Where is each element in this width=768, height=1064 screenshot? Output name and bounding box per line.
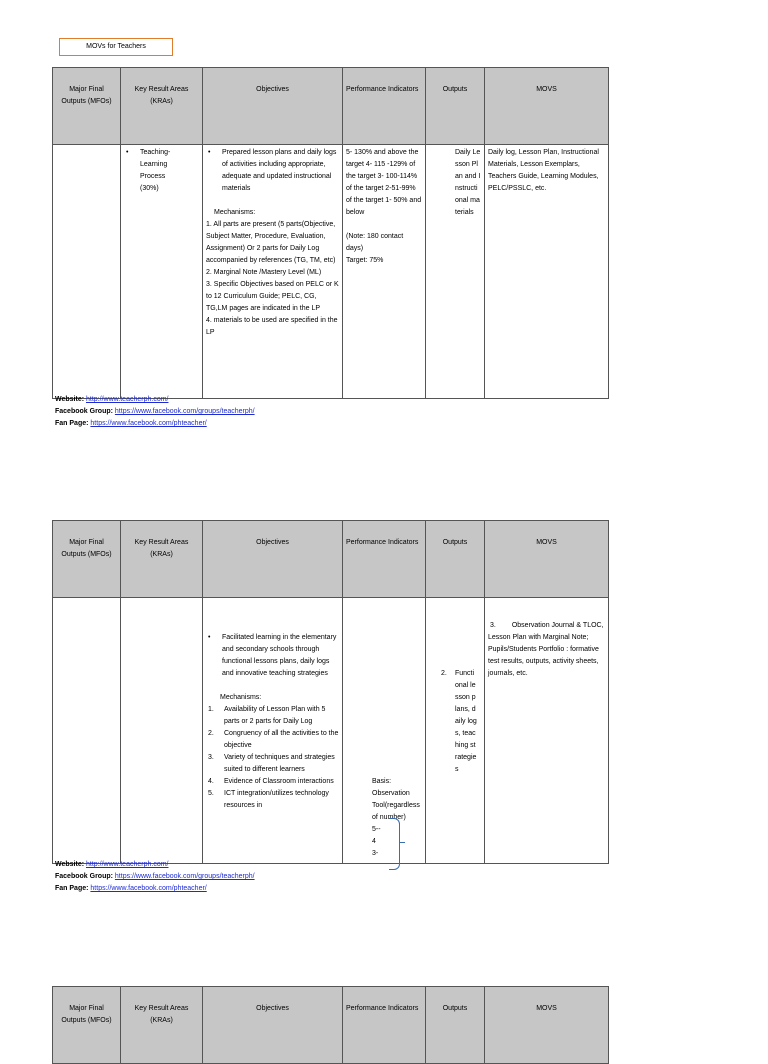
website-label: Website: [55,396,85,403]
fan-page-label: Fan Page: [55,420,89,427]
bullet: • [208,634,211,641]
movs-table-2 [52,520,609,864]
kra-text: Teaching-Learning Process (30%) [140,149,171,192]
header-objectives: Objectives [203,521,343,598]
indicators-text: 5- 130% and above the target 4- 115 -129% of the target 3- 100-114% of the target 2-51-99% of the target 1- 50% and below [346,149,422,216]
header-indicators: Performance Indicators [343,521,426,598]
header-mfo: Major Final Outputs (MFOs) [53,521,121,598]
fan-page-link[interactable]: https://www.facebook.com/phteacher/ [90,885,207,892]
header-indicators: Performance Indicators [343,68,426,145]
mech-num: 4. [208,778,214,785]
website-link[interactable]: http://www.teacherph.com/ [86,396,169,403]
movs-cell [485,598,609,864]
indicators-cell [343,598,426,864]
movs-text: Observation Journal & TLOC, Lesson Plan with Marginal Note; Pupils/Students Portfolio : formative test results, outputs, activity sheets, journals, etc. [488,622,604,677]
header-outputs: Outputs [426,521,485,598]
fan-page-label: Fan Page: [55,885,89,892]
movs-table-1 [52,67,609,399]
facebook-label: Facebook Group: [55,873,113,880]
mechanism-3: Variety of techniques and strategies suited to different learners [224,754,335,773]
movs-text: Daily log, Lesson Plan, Instructional Materials, Lesson Exemplars, Teachers Guide, Learning Modules, PELC/PSSLC, etc. [488,149,599,192]
table-row [53,145,609,399]
indicators-cell [343,145,426,399]
table-row [53,598,609,864]
footer-links-1 [55,394,255,430]
mechanism-1: Availability of Lesson Plan with 5 parts or 2 parts for Daily Log [224,706,326,725]
header-objectives: Objectives [203,68,343,145]
header-indicators: Performance Indicators [343,987,426,1064]
movs-table-3 [52,986,609,1064]
mechanism-1: 1. All parts are present (5 parts(Objective, Subject Matter, Procedure, Evaluation, Assignment) Or 2 parts for Daily Log accompanied by references (TG, TM, etc) [206,221,336,264]
mech-num: 5. [208,790,214,797]
mfo-cell [53,598,121,864]
kra-cell [121,598,203,864]
header-kra: Key Result Areas (KRAs) [121,68,203,145]
movs-num: 3. [490,622,496,629]
kra-cell [121,145,203,399]
bracket-tick [399,842,405,843]
footer-links-2 [55,859,255,895]
header-movs: MOVS [485,521,609,598]
header-movs: MOVS [485,987,609,1064]
header-outputs: Outputs [426,68,485,145]
header-objectives: Objectives [203,987,343,1064]
mech-num: 3. [208,754,214,761]
outputs-text: Daily Lesson Plan and Instructional materials [455,149,481,216]
outputs-text: Functional lesson plans, daily logs, teaching strategies [455,670,477,773]
objective-text: Facilitated learning in the elementary and secondary schools through functional lessons plans, daily logs and innovative teaching strategies [222,634,337,677]
mechanism-2: Congruency of all the activities to the objective [224,730,339,749]
table-header-row [53,521,609,598]
facebook-label: Facebook Group: [55,408,113,415]
outputs-cell [426,145,485,399]
document-title: MOVs for Teachers [59,38,173,56]
bullet: • [126,149,129,156]
basis-text: Basis: Observation Tool(regardless of number) [372,778,420,821]
bracket-shape [389,818,400,870]
facebook-group-link[interactable]: https://www.facebook.com/groups/teacherph/ [114,408,255,415]
note-text: (Note: 180 contact days) [346,233,404,252]
mechanism-2: 2. Marginal Note /Mastery Level (ML) [206,269,322,276]
objectives-cell [203,598,343,864]
outputs-num: 2. [441,670,447,677]
mechanisms-title: Mechanisms: [220,694,262,701]
movs-cell [485,145,609,399]
fan-page-link[interactable]: https://www.facebook.com/phteacher/ [90,420,207,427]
header-kra: Key Result Areas (KRAs) [121,521,203,598]
header-mfo: Major Final Outputs (MFOs) [53,987,121,1064]
table-header-row [53,68,609,145]
outputs-cell [426,598,485,864]
website-link[interactable]: http://www.teacherph.com/ [86,861,169,868]
header-kra: Key Result Areas (KRAs) [121,987,203,1064]
website-label: Website: [55,861,85,868]
scale-5: 5-- [372,826,381,833]
mechanism-4: Evidence of Classroom interactions [224,778,334,785]
mech-num: 2. [208,730,214,737]
table-header-row [53,987,609,1064]
mechanism-5: ICT integration/utilizes technology resources in [224,790,329,809]
scale-3: 3- [372,850,379,857]
target-text: Target: 75% [346,257,384,264]
scale-4: 4 [372,838,376,845]
mech-num: 1. [208,706,214,713]
mechanism-4: 4. materials to be used are specified in the LP [206,317,338,336]
objective-text: Prepared lesson plans and daily logs of activities including appropriate, adequate and updated instructional materials [222,149,337,192]
mechanisms-title: Mechanisms: [214,209,256,216]
objectives-cell [203,145,343,399]
facebook-group-link[interactable]: https://www.facebook.com/groups/teacherph/ [114,873,255,880]
mfo-cell [53,145,121,399]
bullet: • [208,149,211,156]
header-movs: MOVS [485,68,609,145]
header-outputs: Outputs [426,987,485,1064]
header-mfo: Major Final Outputs (MFOs) [53,68,121,145]
mechanism-3: 3. Specific Objectives based on PELC or K to 12 Curriculum Guide; PELC, CG, TG,LM pages are indicated in the LP [206,281,339,312]
